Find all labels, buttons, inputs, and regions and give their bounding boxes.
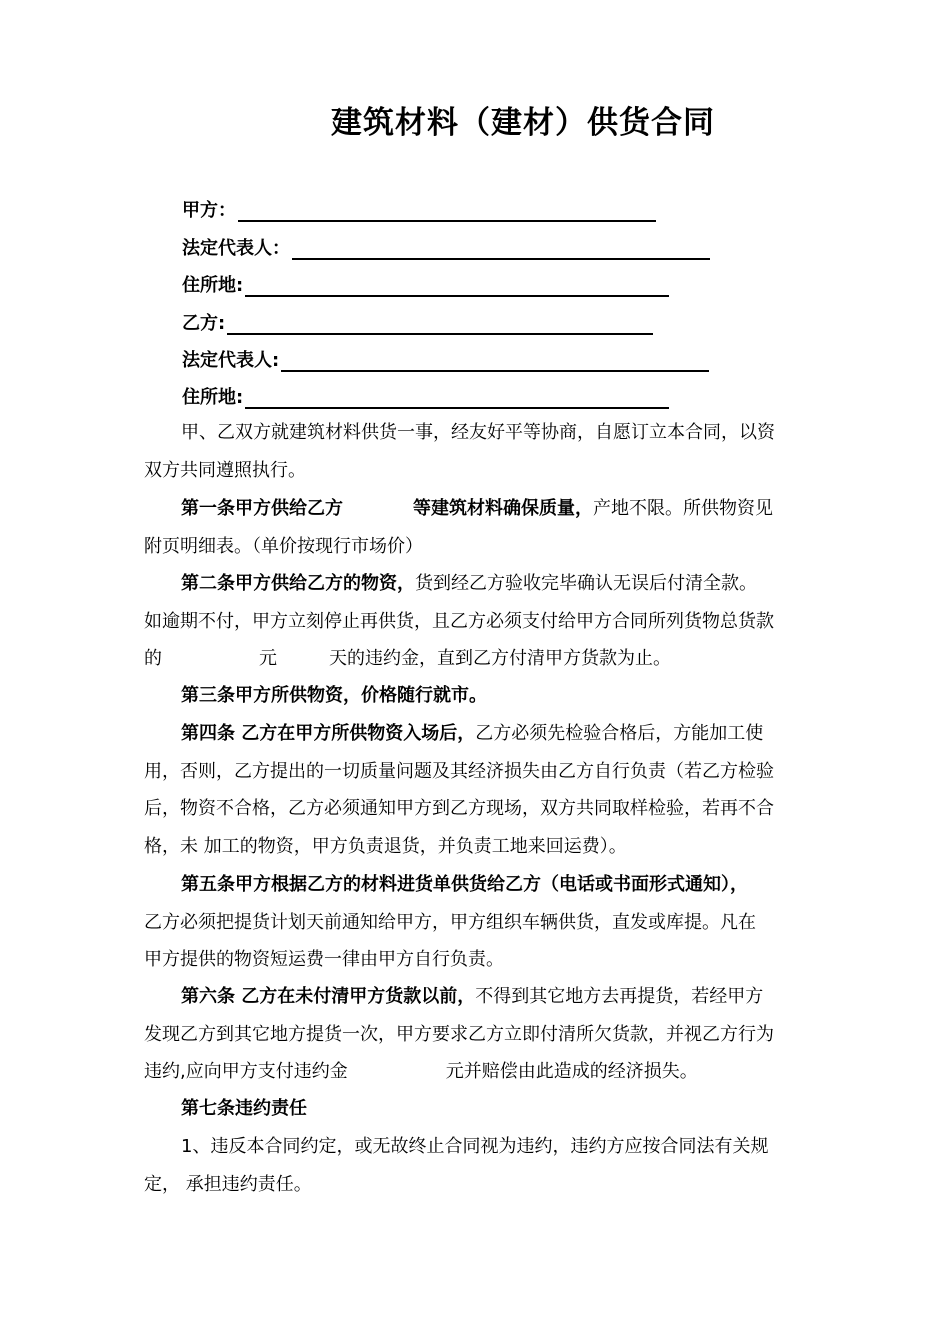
article-2-line-2: 如逾期不付，甲方立刻停止再供货，且乙方必须支付给甲方合同所列货物总货款 (144, 610, 774, 632)
party-a-representative-field (182, 234, 710, 260)
article-7-item-1-line-2: 定， 承担违约责任。 (144, 1173, 312, 1195)
article-4-text: 乙方必须先检验合格后，方能加工使 (475, 723, 764, 744)
article-2-heading: 第二条甲方供给乙方的物资， (181, 573, 415, 594)
party-a-blank-line (238, 200, 656, 222)
article-5-line-3: 甲方提供的物资短运费一律由甲方自行负责。 (144, 949, 504, 970)
party-a-representative-blank-line (292, 238, 710, 260)
article-1-text: 产地不限。所供物资见 (593, 498, 773, 519)
article-1 (144, 490, 824, 565)
article-6-text: 不得到其它地方去再提货，若经甲方 (475, 986, 764, 1007)
article-1-line-2: 附页明细表。（单价按现行市场价） (144, 535, 423, 557)
party-a-address-field (182, 271, 669, 297)
article-3 (144, 677, 824, 715)
article-6 (144, 978, 824, 1091)
party-a-field (182, 196, 656, 222)
intro-line-1: 甲、乙双方就建筑材料供货一事，经友好平等协商，自愿订立本合同，以资 (181, 422, 775, 443)
article-5 (144, 866, 824, 979)
article-1-quality-clause: 等建筑材料确保质量， (413, 498, 593, 519)
party-b-address-label: 住所地: (182, 387, 244, 408)
party-b-address-field (182, 383, 669, 409)
article-5-heading: 第五条甲方根据乙方的材料进货单供货给乙方（电话或书面形式通知）， (181, 874, 748, 895)
article-2-line-3-b: 元 (259, 648, 277, 669)
article-6-heading: 第六条 乙方在未付清甲方货款以前， (181, 986, 476, 1007)
article-2 (144, 565, 824, 678)
article-4-line-2: 用，否则，乙方提出的一切质量问题及其经济损失由乙方自行负责（若乙方检验 (144, 760, 774, 782)
article-7-heading: 第七条违约责任 (181, 1098, 307, 1119)
article-2-text: 货到经乙方验收完毕确认无误后付清全款。 (415, 573, 757, 594)
article-6-line-3-a: 违约,应向甲方支付违约金 (144, 1061, 348, 1082)
party-a-address-blank-line (245, 275, 669, 297)
party-b-address-blank-line (245, 387, 669, 409)
article-7-item-1-line-1: 1、违反本合同约定，或无故终止合同视为违约，违约方应按合同法有关规 (181, 1136, 769, 1157)
article-4-heading: 第四条 乙方在甲方所供物资入场后， (181, 723, 476, 744)
article-2-line-3-c: 天的违约金，直到乙方付清甲方货款为止。 (329, 648, 671, 669)
party-b-representative-label: 法定代表人: (182, 350, 280, 371)
party-a-representative-label: 法定代表人： (182, 238, 290, 259)
party-b-blank-line (227, 313, 653, 335)
article-4 (144, 715, 824, 865)
intro-paragraph (144, 414, 824, 489)
article-2-line-3-a: 的 (144, 648, 162, 669)
article-1-heading: 第一条甲方供给乙方 (181, 498, 343, 519)
article-4-line-4: 格，未 加工的物资，甲方负责退货，并负责工地来回运费）。 (144, 835, 627, 857)
party-a-address-label: 住所地: (182, 275, 244, 296)
party-b-representative-blank-line (281, 350, 709, 372)
party-b-label: 乙方: (182, 313, 226, 334)
article-6-line-2: 发现乙方到其它地方提货一次，甲方要求乙方立即付清所欠货款，并视乙方行为 (144, 1023, 774, 1045)
article-5-line-2: 乙方必须把提货计划天前通知给甲方，甲方组织车辆供货，直发或库提。凡在 (144, 911, 756, 933)
intro-line-2: 双方共同遵照执行。 (144, 459, 306, 481)
article-3-heading: 第三条甲方所供物资，价格随行就市。 (181, 685, 487, 706)
party-b-representative-field (182, 346, 709, 372)
article-6-line-3-b: 元并赔偿由此造成的经济损失。 (445, 1061, 698, 1082)
party-b-field (182, 309, 653, 335)
party-a-label: 甲方： (182, 200, 236, 221)
article-4-line-3: 后，物资不合格，乙方必须通知甲方到乙方现场，双方共同取样检验，若再不合 (144, 798, 774, 819)
document-title: 建筑材料（建材）供货合同 (331, 105, 715, 141)
article-7-item-1 (144, 1128, 824, 1203)
